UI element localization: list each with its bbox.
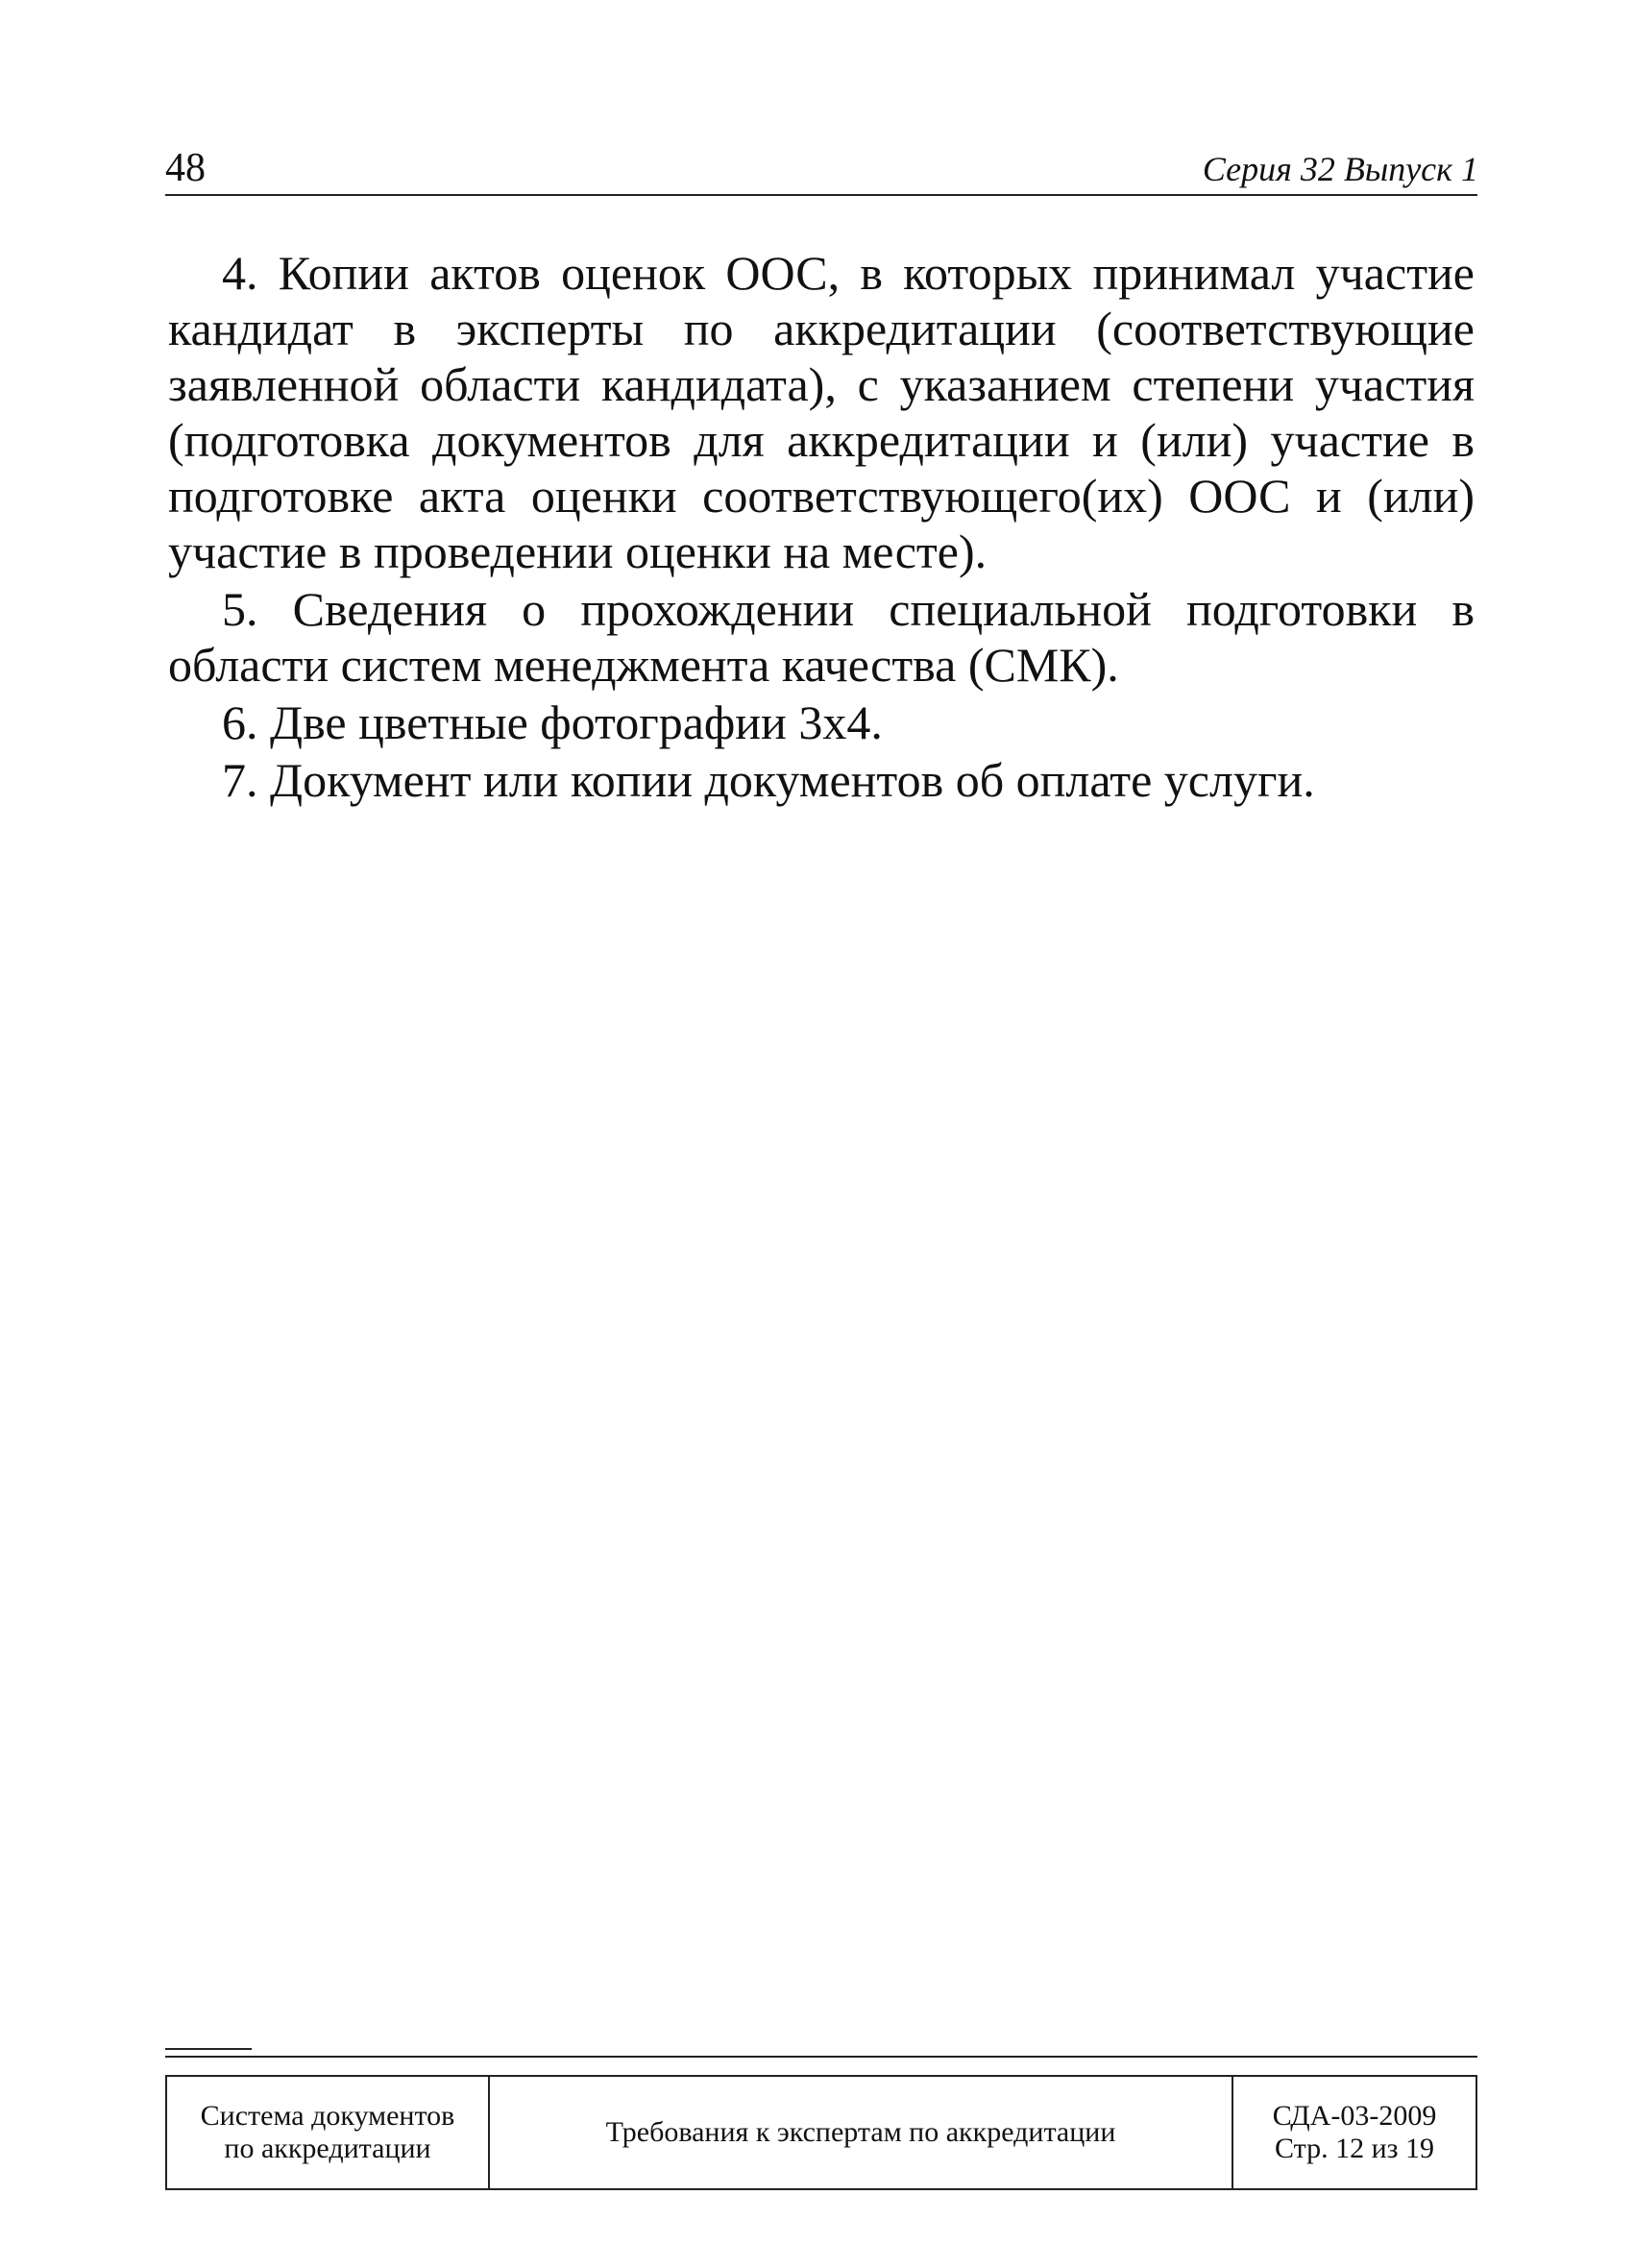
footer-doc-code: СДА-03-2009: [1272, 2100, 1437, 2132]
page-number: 48: [165, 146, 206, 190]
footer-table: [165, 2075, 1477, 2190]
header-rule: [165, 194, 1477, 196]
footer-row: [166, 2076, 1476, 2189]
footer-doc-page: Стр. 12 из 19: [1275, 2133, 1434, 2164]
footer-rule: [165, 2056, 1477, 2058]
footer-title-cell: Требования к экспертам по аккредитации: [489, 2076, 1232, 2189]
body-text: [168, 245, 1475, 810]
footer-system-line2: по аккредитации: [224, 2133, 431, 2164]
series-label: Серия 32 Выпуск 1: [1202, 150, 1478, 188]
footer-rule-short: [165, 2048, 252, 2050]
paragraph-item-5: 5. Сведения о прохождении специальной подготовки в области систем менеджмента качества (СМК).: [168, 582, 1475, 692]
footer-code-cell: [1232, 2076, 1476, 2189]
paragraph-item-6: 6. Две цветные фотографии 3x4.: [222, 695, 883, 749]
footer-system-cell: [166, 2076, 489, 2189]
paragraph-item-4: 4. Копии актов оценок ООС, в которых принимал участие кандидат в эксперты по аккредитации (соответствующие заявленной области кандидата), с указанием степени участия (подготовка документов для аккредитации и (или) участие в подготовке акта оценки соответствующего(их) ООС и (или) участие в проведении оценки на месте).: [168, 246, 1475, 578]
paragraph-item-7: 7. Документ или копии документов об оплате услуги.: [222, 753, 1315, 807]
footer-system-line1: Система документов: [200, 2100, 455, 2132]
